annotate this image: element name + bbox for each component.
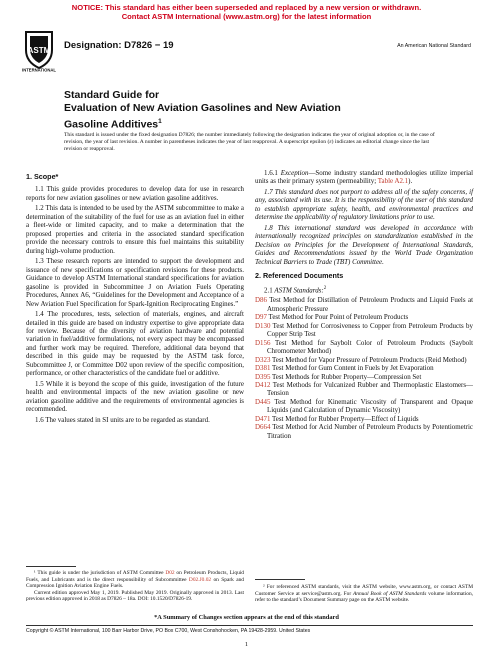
reference-item <box>255 423 473 440</box>
section-1-1: 1.1 This guide provides procedures to develop data for use in research reports for new aviation gasolines or new aviation gasoline additives. <box>26 185 244 202</box>
issuance-note: This standard is issued under the fixed designation D7826; the number immediately following the designation indicates the year of original adoption or, in the case of revision, the year of last revision. A number in parentheses indicates the year of last reapproval. A superscript epsilon (ε) indicates an editorial change since the last revision or reapproval. <box>64 132 435 153</box>
reference-title: Test Method for Saybolt Color of Petroleum Products (Saybolt Chromometer Method) <box>267 338 473 356</box>
reference-item <box>255 321 473 339</box>
footnote-1 <box>26 570 244 603</box>
section-1-7: 1.7 This standard does not purport to address all of the safety concerns, if any, associated with its use. It is the responsibility of the user of this standard to establish appropriate safety, health, and environmental practices and determine the applicability of regulatory limitations prior to use. <box>255 188 473 222</box>
reference-item <box>255 414 473 423</box>
footer-rule <box>26 625 473 626</box>
title-line-3: Gasoline Additives <box>64 118 159 131</box>
supersede-notice <box>0 3 493 21</box>
reference-item <box>255 355 473 364</box>
reference-code-link[interactable]: D412 <box>255 381 271 390</box>
section-1-8: 1.8 This international standard was developed in accordance with internationally recognized principles on standardization established in the Decision on Principles for the Development of International Standards, Guides and Recommendations issued by the World Trade Organization Technical Barriers to Trade (TBT) Committee. <box>255 223 473 266</box>
reference-code-link[interactable]: D97 <box>255 313 267 322</box>
section-1-6-1 <box>255 169 473 186</box>
section-1-2: 1.2 This data is intended to be used by the ASTM subcommittee to make a determination of the suitability of the fuel for use as an aviation fuel in either a fleet-wide or limited capacity, and to make a determination that the proposed properties and criteria in the associated standard specification provide the necessary controls to ensure this fuel maintains this suitability during high-volume production. <box>26 204 244 255</box>
reference-title: Test Method for Pour Point of Petroleum Products <box>266 313 409 322</box>
reference-code-link[interactable]: D381 <box>255 364 271 373</box>
exception-label: Exception <box>280 169 309 177</box>
section-1-6-1-number: 1.6.1 <box>264 169 281 177</box>
astm-logo <box>20 28 58 72</box>
reference-title: Test Method for Gum Content in Fuels by Jet Evaporation <box>270 364 434 373</box>
american-national-standard: An American National Standard <box>397 43 471 49</box>
notice-line-2: Contact ASTM International (www.astm.org) for the latest information <box>121 12 372 21</box>
title-line-2: Evaluation of New Aviation Gasolines and New Aviation <box>64 102 341 114</box>
reference-item <box>255 364 473 373</box>
footnote-1-text-c: on Spark and Compression Ignition Aviation Engine Fuels. <box>26 576 244 590</box>
section-1-4: 1.4 The procedures, tests, selection of materials, engines, and aircraft detailed in this guide are based on industry expertise to give appropriate data for review. Because of the diversity of aviation hardware and potential variation in fuel/additive formulations, not every aspect may be encompassed and further work may be required. Therefore, additional data beyond that described in this guide may be requested by the ASTM task force, Subcommittee J, or Committee D02 upon review of the specific composition, performance, or other characteristics of the candidate fuel or additive. <box>26 310 244 378</box>
reference-item <box>255 397 473 415</box>
subcommittee-link[interactable]: D02.J0.02 <box>188 576 212 583</box>
reference-item <box>255 338 473 356</box>
reference-title: Test Methods for Vulcanized Rubber and Thermoplastic Elastomers—Tension <box>267 381 473 398</box>
reference-code-link[interactable]: D445 <box>255 397 271 406</box>
designation: Designation: D7826 − 19 <box>64 40 174 51</box>
left-column <box>26 170 244 426</box>
right-column <box>255 169 473 440</box>
svg-text:ASTM: ASTM <box>27 46 51 55</box>
annual-book-title: Annual Book of ASTM Standards <box>353 590 427 597</box>
section-1-6-1-end: ). <box>408 177 413 186</box>
reference-item <box>255 296 473 313</box>
reference-code-link[interactable]: D323 <box>255 355 271 364</box>
document-title <box>64 89 464 132</box>
reference-code-link[interactable]: D86 <box>255 296 267 305</box>
footnote-1-text-a: ¹ This guide is under the jurisdiction of ASTM Committee <box>34 570 166 576</box>
footnote-1-edition: Current edition approved May 1, 2019. Published May 2019. Originally approved in 2013. Last previous edition approved in 2018 as D7826 – 18a. DOI: 10.1520/D7826-19. <box>26 589 244 603</box>
reference-list <box>255 296 473 440</box>
footnote-2 <box>255 584 473 604</box>
reference-title: Test Methods for Rubber Property—Compression Set <box>270 372 422 381</box>
footnote-1-text-b: on Petroleum Products, Liquid Fuels, and Lubricants and is the direct responsibility of Subcommittee <box>26 570 244 583</box>
reference-code-link[interactable]: D471 <box>255 414 271 423</box>
section-2-1 <box>255 285 473 295</box>
section-1-5: 1.5 While it is beyond the scope of this guide, investigation of the future health and environmental impacts of the new aviation gasoline or new aviation gasoline additive and the requirements of environmental agencies is recommended. <box>26 379 244 414</box>
section-1-6-1-text: —Some industry standard methodologies utilize imperial units as their primary system (permeability; <box>255 169 474 186</box>
reference-code-link[interactable]: D664 <box>255 423 271 432</box>
table-a2-1-link[interactable]: Table A2.1 <box>377 177 409 186</box>
copyright-line: Copyright © ASTM International, 100 Barr Harbor Drive, PO Box C700, West Conshohocken, PA 19428-2959. United States <box>26 628 311 634</box>
reference-title: Test Method for Vapor Pressure of Petroleum Products (Reid Method) <box>270 355 467 364</box>
scope-heading: 1. Scope* <box>26 172 59 181</box>
reference-code-link[interactable]: D130 <box>255 321 271 330</box>
section-1-3: 1.3 These research reports are intended to support the development and issuance of new specifications or specification revisions for these products. Guidance to develop ASTM International standard specifications for aviation gasoline is provided in Subcommittee J on Aviation Fuels Operating Procedures, Annex A6, “Guidelines for the Development and Acceptance of a New Aviation Fuel Specification for Spark-Ignition Reciprocating Engines.” <box>26 257 244 308</box>
title-footnote-mark: 1 <box>158 118 162 125</box>
reference-code-link[interactable]: D395 <box>255 372 271 381</box>
notice-line-1: NOTICE: This standard has either been superseded and replaced by a new version or withdrawn. <box>71 3 422 12</box>
footnote-2-text-c: volume information, refer to the standard’s Document Summary page on the ASTM website. <box>255 590 474 604</box>
title-line-1: Standard Guide for <box>64 89 160 101</box>
reference-title: Test Method for Distillation of Petroleum Products and Liquid Fuels at Atmospheric Pressure <box>266 296 473 313</box>
footnote-rule-right <box>255 579 305 580</box>
footnote-2-text-a: ² For referenced ASTM standards, visit the ASTM website, www.astm.org, or contact ASTM Customer Service at service@astm.org. For <box>255 584 473 597</box>
reference-item <box>255 381 473 398</box>
committee-d02-link[interactable]: D02 <box>165 570 175 576</box>
reference-title: Test Method for Corrosiveness to Copper from Petroleum Products by Copper Strip Test <box>267 321 473 339</box>
section-2-1-number: 2.1 <box>264 285 275 294</box>
reference-title: Test Method for Kinematic Viscosity of Transparent and Opaque Liquids (and Calculation of Dynamic Viscosity) <box>267 397 473 415</box>
summary-of-changes-note: *A Summary of Changes section appears at the end of this standard <box>154 614 339 621</box>
reference-code-link[interactable]: D156 <box>255 338 271 347</box>
page-number: 1 <box>244 641 249 648</box>
logo-text: INTERNATIONAL <box>22 67 56 72</box>
footnote-rule-left <box>26 566 76 567</box>
astm-standards-label: ASTM Standards: <box>274 285 324 294</box>
referenced-documents-heading: 2. Referenced Documents <box>255 271 344 281</box>
astm-standards-footnote-mark: 2 <box>323 285 327 291</box>
reference-title: Test Method for Rubber Property—Effect of Liquids <box>270 414 419 423</box>
reference-item <box>255 372 473 381</box>
reference-title: Test Method for Acid Number of Petroleum Products by Potentiometric Titration <box>267 423 473 440</box>
section-1-6: 1.6 The values stated in SI units are to be regarded as standard. <box>35 415 210 424</box>
reference-item <box>255 313 473 322</box>
